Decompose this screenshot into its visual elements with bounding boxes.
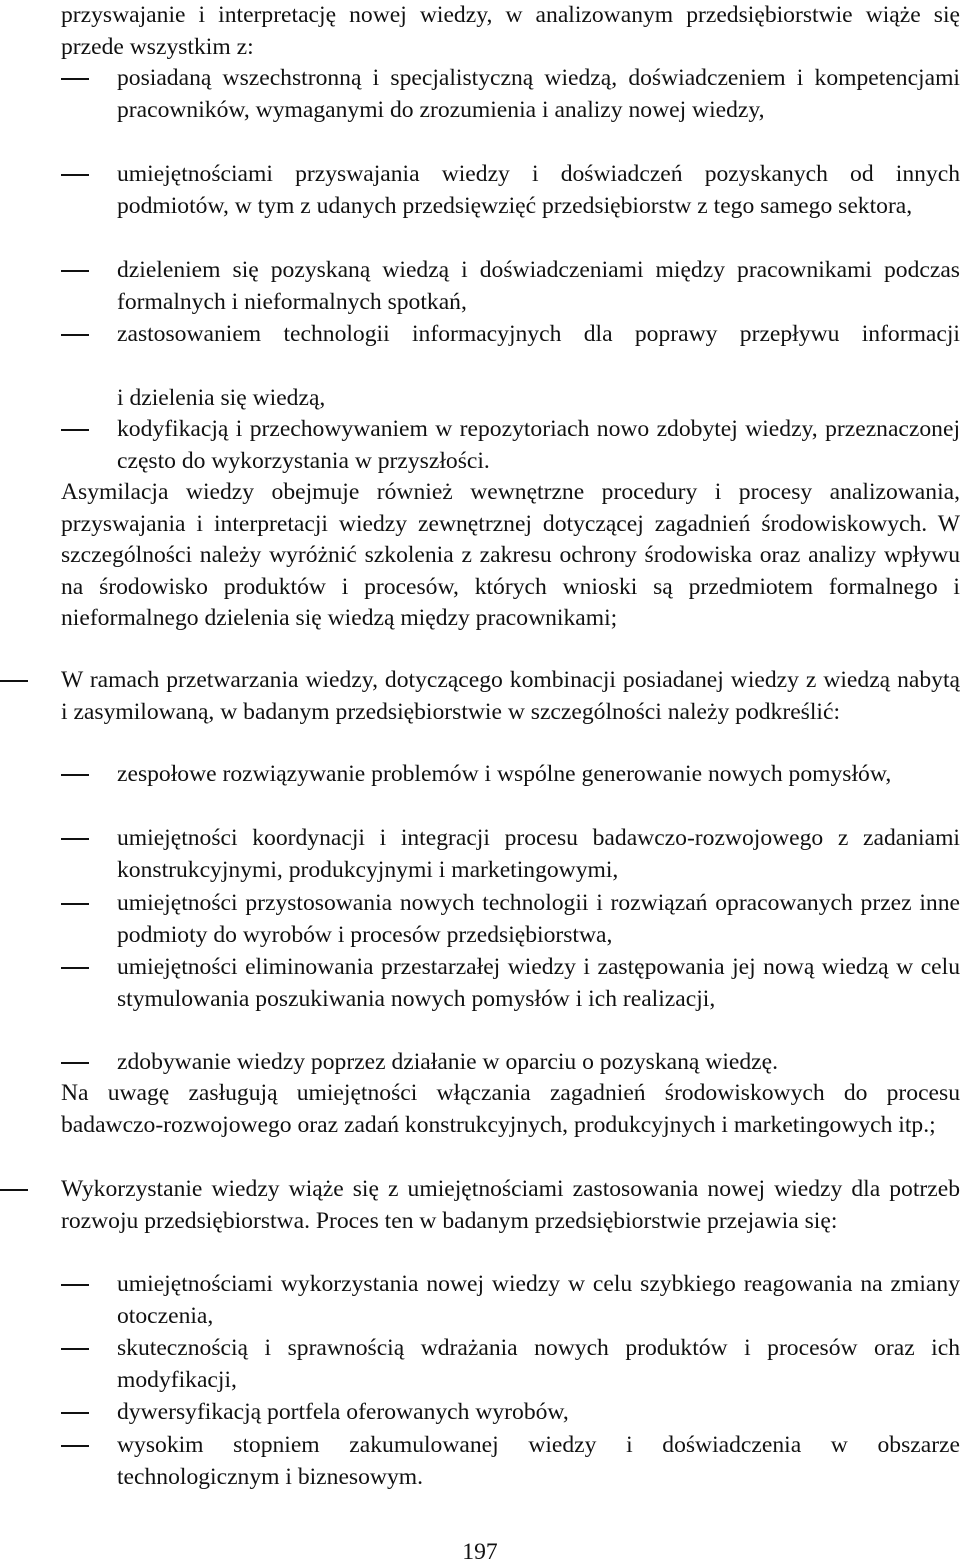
- list-item-continuation: i dzielenia się wiedzą,: [117, 385, 326, 411]
- list-item: posiadaną wszechstronną i specjalistyczną wiedzą, doświadczeniem i kompetencjami pracowników, wymaganymi do zrozumienia i analizy nowej wiedzy,: [117, 65, 960, 123]
- dash-bullet: [61, 774, 89, 776]
- paragraph-intro: przyswajanie i interpretację nowej wiedzy, w analizowanym przedsiębiorstwie wiąże się przede wszystkim z:: [61, 2, 960, 60]
- dash-bullet: [61, 1412, 89, 1414]
- list-item: zespołowe rozwiązywanie problemów i wspólne generowanie nowych pomysłów,: [117, 761, 892, 787]
- dash-bullet: [61, 334, 89, 336]
- list-item: umiejętności koordynacji i integracji procesu badawczo-rozwojowego z zadaniami konstrukcyjnymi, produkcyjnymi i marketingowymi,: [117, 825, 960, 883]
- list-item: wysokim stopniem zakumulowanej wiedzy i doświadczenia w obszarze technologicznym i biznesowym.: [117, 1432, 960, 1490]
- paragraph: Na uwagę zasługują umiejętności włączania zagadnień środowiskowych do procesu badawczo-rozwojowego oraz zadań konstrukcyjnych, produkcyjnych i marketingowych itp.;: [61, 1080, 960, 1138]
- list-item: skutecznością i sprawnością wdrażania nowych produktów i procesów oraz ich modyfikacji,: [117, 1335, 960, 1393]
- dash-bullet: [61, 1348, 89, 1350]
- list-item: umiejętności eliminowania przestarzałej wiedzy i zastępowania jej nową wiedzą w celu stymulowania poszukiwania nowych pomysłów i ich realizacji,: [117, 954, 960, 1012]
- paragraph: Wykorzystanie wiedzy wiąże się z umiejętnościami zastosowania nowej wiedzy dla potrzeb rozwoju przedsiębiorstwa. Proces ten w badanym przedsiębiorstwie przejawia się:: [61, 1176, 960, 1234]
- dash-bullet: [61, 903, 89, 905]
- paragraph: Asymilacja wiedzy obejmuje również wewnętrzne procedury i procesy analizowania, przyswajania i interpretacji wiedzy zewnętrznej dotyczącej zagadnień środowiskowych. W szczególności należy wyróżnić szkolenia z zakresu ochrony środowiska oraz analizy wpływu na środowisko produktów i procesów, których wnioski są przedmiotem formalnego i nieformalnego dzielenia się wiedzą między pracownikami;: [61, 479, 960, 632]
- list-item: umiejętności przystosowania nowych technologii i rozwiązań opracowanych przez inne podmioty do wyrobów i procesów przedsiębiorstwa,: [117, 890, 960, 948]
- dash-bullet: [0, 1189, 28, 1191]
- paragraph: W ramach przetwarzania wiedzy, dotyczącego kombinacji posiadanej wiedzy z wiedzą nabytą i zasymilowaną, w badanym przedsiębiorstwie w szczególności należy podkreślić:: [61, 667, 960, 725]
- list-item: umiejętnościami wykorzystania nowej wiedzy w celu szybkiego reagowania na zmiany otoczenia,: [117, 1271, 960, 1329]
- dash-bullet: [61, 174, 89, 176]
- dash-bullet: [61, 1284, 89, 1286]
- list-item: dywersyfikacją portfela oferowanych wyrobów,: [117, 1399, 569, 1425]
- page-number: 197: [462, 1539, 498, 1565]
- dash-bullet: [61, 429, 89, 431]
- list-item: zdobywanie wiedzy poprzez działanie w oparciu o pozyskaną wiedzę.: [117, 1049, 778, 1075]
- dash-bullet: [61, 838, 89, 840]
- list-item: umiejętnościami przyswajania wiedzy i doświadczeń pozyskanych od innych podmiotów, w tym z udanych przedsięwzięć przedsiębiorstw z tego samego sektora,: [117, 161, 960, 219]
- dash-bullet: [61, 270, 89, 272]
- dash-bullet: [61, 967, 89, 969]
- dash-bullet: [0, 680, 28, 682]
- dash-bullet: [61, 78, 89, 80]
- list-item: dzieleniem się pozyskaną wiedzą i doświadczeniami między pracownikami podczas formalnych i nieformalnych spotkań,: [117, 257, 960, 315]
- list-item: kodyfikacją i przechowywaniem w repozytoriach nowo zdobytej wiedzy, przeznaczonej często do wykorzystania w przyszłości.: [117, 416, 960, 474]
- dash-bullet: [61, 1445, 89, 1447]
- list-item: zastosowaniem technologii informacyjnych dla poprawy przepływu informacji: [117, 321, 960, 347]
- dash-bullet: [61, 1062, 89, 1064]
